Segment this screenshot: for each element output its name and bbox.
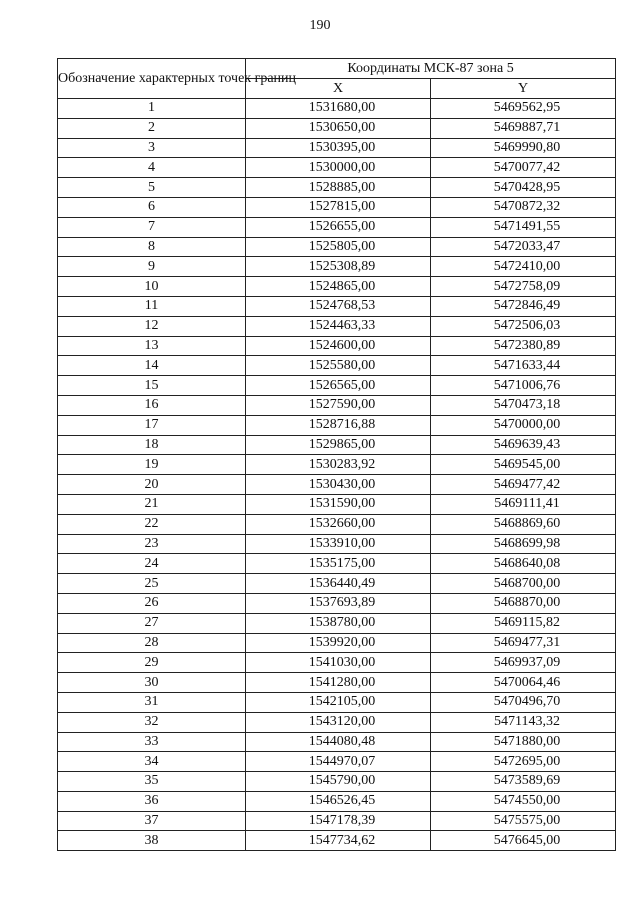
y-coordinate-cell: 5469937,09 bbox=[431, 653, 616, 673]
x-coordinate-cell: 1547734,62 bbox=[246, 831, 431, 851]
table-row bbox=[58, 435, 616, 455]
y-coordinate-cell: 5475575,00 bbox=[431, 811, 616, 831]
x-coordinate-cell: 1525805,00 bbox=[246, 237, 431, 257]
table-row bbox=[58, 791, 616, 811]
table-row bbox=[58, 593, 616, 613]
point-number-cell: 11 bbox=[58, 296, 246, 316]
table-row bbox=[58, 514, 616, 534]
y-coordinate-cell: 5470428,95 bbox=[431, 178, 616, 198]
point-number-cell: 17 bbox=[58, 415, 246, 435]
y-coordinate-cell: 5469115,82 bbox=[431, 613, 616, 633]
x-coordinate-cell: 1544970,07 bbox=[246, 752, 431, 772]
table-row bbox=[58, 831, 616, 851]
y-coordinate-cell: 5471491,55 bbox=[431, 217, 616, 237]
y-coordinate-cell: 5472410,00 bbox=[431, 257, 616, 277]
table-row bbox=[58, 138, 616, 158]
table-row bbox=[58, 653, 616, 673]
table-row bbox=[58, 197, 616, 217]
point-number-cell: 28 bbox=[58, 633, 246, 653]
x-coordinate-cell: 1537693,89 bbox=[246, 593, 431, 613]
x-coordinate-cell: 1527815,00 bbox=[246, 197, 431, 217]
y-coordinate-cell: 5468870,00 bbox=[431, 593, 616, 613]
y-coordinate-cell: 5468699,98 bbox=[431, 534, 616, 554]
x-coordinate-cell: 1530283,92 bbox=[246, 455, 431, 475]
point-number-cell: 16 bbox=[58, 395, 246, 415]
y-coordinate-cell: 5468700,00 bbox=[431, 574, 616, 594]
y-coordinate-cell: 5468640,08 bbox=[431, 554, 616, 574]
x-coordinate-cell: 1541030,00 bbox=[246, 653, 431, 673]
x-coordinate-cell: 1530395,00 bbox=[246, 138, 431, 158]
point-number-cell: 15 bbox=[58, 376, 246, 396]
table-row bbox=[58, 673, 616, 693]
point-designation-header: Обозначение характерных точек границ bbox=[58, 59, 246, 99]
y-coordinate-cell: 5473589,69 bbox=[431, 772, 616, 792]
y-coordinate-cell: 5472758,09 bbox=[431, 277, 616, 297]
y-coordinate-cell: 5469477,42 bbox=[431, 475, 616, 495]
point-number-cell: 10 bbox=[58, 277, 246, 297]
x-coordinate-cell: 1544080,48 bbox=[246, 732, 431, 752]
point-number-cell: 13 bbox=[58, 336, 246, 356]
point-number-cell: 31 bbox=[58, 692, 246, 712]
x-coordinate-cell: 1545790,00 bbox=[246, 772, 431, 792]
point-number-cell: 26 bbox=[58, 593, 246, 613]
coordinates-table bbox=[57, 58, 616, 851]
table-row bbox=[58, 118, 616, 138]
point-number-cell: 7 bbox=[58, 217, 246, 237]
table-row bbox=[58, 633, 616, 653]
y-coordinate-cell: 5474550,00 bbox=[431, 791, 616, 811]
table-row bbox=[58, 712, 616, 732]
y-coordinate-cell: 5470077,42 bbox=[431, 158, 616, 178]
x-coordinate-cell: 1528716,88 bbox=[246, 415, 431, 435]
x-coordinate-cell: 1529865,00 bbox=[246, 435, 431, 455]
y-coordinate-cell: 5471880,00 bbox=[431, 732, 616, 752]
table-row bbox=[58, 336, 616, 356]
point-number-cell: 25 bbox=[58, 574, 246, 594]
y-coordinate-cell: 5470064,46 bbox=[431, 673, 616, 693]
y-column-header: Y bbox=[431, 79, 616, 99]
x-coordinate-cell: 1524600,00 bbox=[246, 336, 431, 356]
table-row bbox=[58, 613, 616, 633]
y-coordinate-cell: 5469545,00 bbox=[431, 455, 616, 475]
x-coordinate-cell: 1527590,00 bbox=[246, 395, 431, 415]
x-coordinate-cell: 1526655,00 bbox=[246, 217, 431, 237]
y-coordinate-cell: 5470000,00 bbox=[431, 415, 616, 435]
table-body bbox=[58, 99, 616, 851]
y-coordinate-cell: 5470872,32 bbox=[431, 197, 616, 217]
point-number-cell: 18 bbox=[58, 435, 246, 455]
point-number-cell: 36 bbox=[58, 791, 246, 811]
table-row bbox=[58, 356, 616, 376]
table-row bbox=[58, 237, 616, 257]
table-row bbox=[58, 475, 616, 495]
point-number-cell: 38 bbox=[58, 831, 246, 851]
point-number-cell: 32 bbox=[58, 712, 246, 732]
y-coordinate-cell: 5476645,00 bbox=[431, 831, 616, 851]
point-number-cell: 33 bbox=[58, 732, 246, 752]
table-row bbox=[58, 158, 616, 178]
x-coordinate-cell: 1530000,00 bbox=[246, 158, 431, 178]
x-coordinate-cell: 1538780,00 bbox=[246, 613, 431, 633]
y-coordinate-cell: 5469887,71 bbox=[431, 118, 616, 138]
point-number-cell: 35 bbox=[58, 772, 246, 792]
table-row bbox=[58, 217, 616, 237]
x-coordinate-cell: 1541280,00 bbox=[246, 673, 431, 693]
table-row bbox=[58, 395, 616, 415]
x-coordinate-cell: 1542105,00 bbox=[246, 692, 431, 712]
point-number-cell: 22 bbox=[58, 514, 246, 534]
table-row bbox=[58, 257, 616, 277]
x-coordinate-cell: 1536440,49 bbox=[246, 574, 431, 594]
y-coordinate-cell: 5468869,60 bbox=[431, 514, 616, 534]
y-coordinate-cell: 5469562,95 bbox=[431, 99, 616, 119]
point-number-cell: 9 bbox=[58, 257, 246, 277]
y-coordinate-cell: 5472033,47 bbox=[431, 237, 616, 257]
point-number-cell: 29 bbox=[58, 653, 246, 673]
point-number-cell: 12 bbox=[58, 316, 246, 336]
y-coordinate-cell: 5470496,70 bbox=[431, 692, 616, 712]
y-coordinate-cell: 5472380,89 bbox=[431, 336, 616, 356]
page-number: 190 bbox=[309, 18, 331, 33]
x-coordinate-cell: 1539920,00 bbox=[246, 633, 431, 653]
point-number-cell: 5 bbox=[58, 178, 246, 198]
y-coordinate-cell: 5469639,43 bbox=[431, 435, 616, 455]
x-coordinate-cell: 1524865,00 bbox=[246, 277, 431, 297]
x-coordinate-cell: 1525580,00 bbox=[246, 356, 431, 376]
point-number-cell: 3 bbox=[58, 138, 246, 158]
y-coordinate-cell: 5471633,44 bbox=[431, 356, 616, 376]
x-coordinate-cell: 1543120,00 bbox=[246, 712, 431, 732]
table-row bbox=[58, 811, 616, 831]
table-row bbox=[58, 494, 616, 514]
table-row bbox=[58, 99, 616, 119]
x-coordinate-cell: 1524768,53 bbox=[246, 296, 431, 316]
table-row bbox=[58, 178, 616, 198]
table-row bbox=[58, 316, 616, 336]
table-row bbox=[58, 455, 616, 475]
y-coordinate-cell: 5469477,31 bbox=[431, 633, 616, 653]
y-coordinate-cell: 5472695,00 bbox=[431, 752, 616, 772]
y-coordinate-cell: 5470473,18 bbox=[431, 395, 616, 415]
table-row bbox=[58, 534, 616, 554]
point-number-cell: 1 bbox=[58, 99, 246, 119]
point-number-cell: 23 bbox=[58, 534, 246, 554]
table-row bbox=[58, 415, 616, 435]
table-row bbox=[58, 376, 616, 396]
x-coordinate-cell: 1526565,00 bbox=[246, 376, 431, 396]
x-coordinate-cell: 1547178,39 bbox=[246, 811, 431, 831]
point-number-cell: 20 bbox=[58, 475, 246, 495]
x-coordinate-cell: 1532660,00 bbox=[246, 514, 431, 534]
y-coordinate-cell: 5472846,49 bbox=[431, 296, 616, 316]
x-coordinate-cell: 1531590,00 bbox=[246, 494, 431, 514]
point-number-cell: 14 bbox=[58, 356, 246, 376]
x-coordinate-cell: 1531680,00 bbox=[246, 99, 431, 119]
point-number-cell: 37 bbox=[58, 811, 246, 831]
y-coordinate-cell: 5469990,80 bbox=[431, 138, 616, 158]
table-row bbox=[58, 732, 616, 752]
table-row bbox=[58, 296, 616, 316]
point-number-cell: 19 bbox=[58, 455, 246, 475]
table-row bbox=[58, 772, 616, 792]
x-column-header: X bbox=[246, 79, 431, 99]
x-coordinate-cell: 1546526,45 bbox=[246, 791, 431, 811]
point-number-cell: 8 bbox=[58, 237, 246, 257]
table-row bbox=[58, 554, 616, 574]
table-row bbox=[58, 574, 616, 594]
point-number-cell: 34 bbox=[58, 752, 246, 772]
point-number-cell: 21 bbox=[58, 494, 246, 514]
y-coordinate-cell: 5471006,76 bbox=[431, 376, 616, 396]
y-coordinate-cell: 5471143,32 bbox=[431, 712, 616, 732]
table-row bbox=[58, 692, 616, 712]
coordinates-system-header: Координаты МСК-87 зона 5 bbox=[246, 59, 616, 79]
x-coordinate-cell: 1530430,00 bbox=[246, 475, 431, 495]
point-number-cell: 4 bbox=[58, 158, 246, 178]
point-number-cell: 2 bbox=[58, 118, 246, 138]
point-number-cell: 27 bbox=[58, 613, 246, 633]
point-number-cell: 24 bbox=[58, 554, 246, 574]
x-coordinate-cell: 1528885,00 bbox=[246, 178, 431, 198]
point-number-cell: 6 bbox=[58, 197, 246, 217]
table-row bbox=[58, 277, 616, 297]
x-coordinate-cell: 1525308,89 bbox=[246, 257, 431, 277]
x-coordinate-cell: 1524463,33 bbox=[246, 316, 431, 336]
point-number-cell: 30 bbox=[58, 673, 246, 693]
y-coordinate-cell: 5469111,41 bbox=[431, 494, 616, 514]
x-coordinate-cell: 1533910,00 bbox=[246, 534, 431, 554]
y-coordinate-cell: 5472506,03 bbox=[431, 316, 616, 336]
table-row bbox=[58, 752, 616, 772]
x-coordinate-cell: 1535175,00 bbox=[246, 554, 431, 574]
x-coordinate-cell: 1530650,00 bbox=[246, 118, 431, 138]
